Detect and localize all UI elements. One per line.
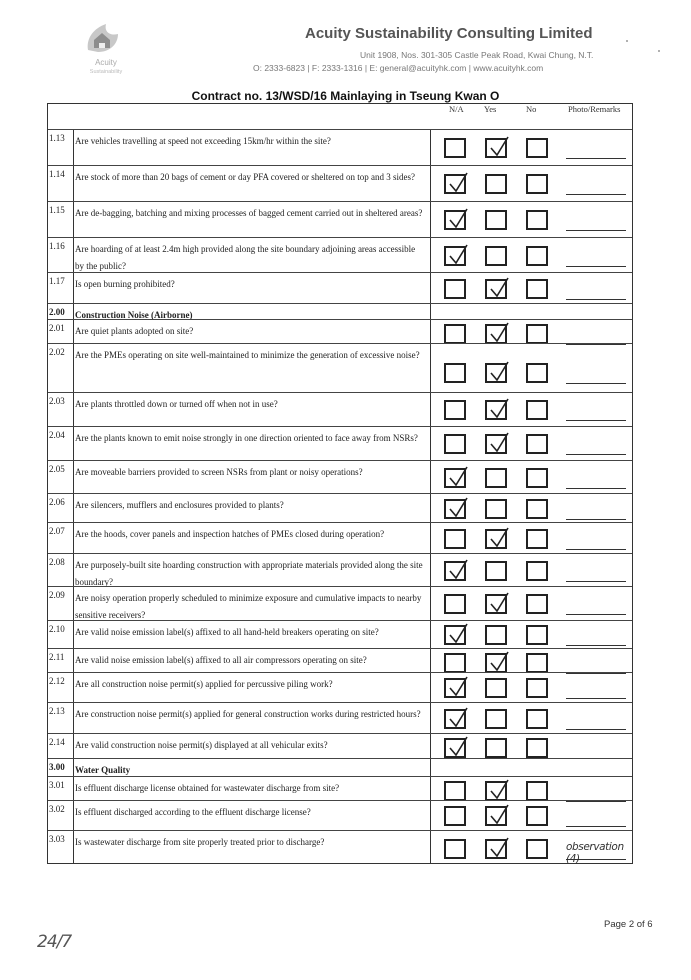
checkmark-icon [447,559,469,583]
item-number: 2.11 [49,652,65,662]
company-address: Unit 1908, Nos. 301-305 Castle Peak Road, Kwai Chung, N.T. [360,50,594,60]
remarks-line[interactable] [566,194,626,195]
item-question: Is effluent discharged according to the effluent discharge license? [75,807,311,817]
checklist-row [48,272,632,303]
checklist-row [48,237,632,272]
item-number: 3.02 [49,804,65,814]
checkbox-na[interactable] [444,174,466,194]
checkbox-na[interactable] [444,678,466,698]
remarks-line[interactable] [566,729,626,730]
checklist-row [48,493,632,522]
checkmark-icon [488,592,510,616]
checkbox-no[interactable] [526,738,548,758]
checkbox-yes[interactable] [485,738,507,758]
checkbox-yes[interactable] [485,529,507,549]
checkmark-icon [447,623,469,647]
remarks-line[interactable] [566,299,626,300]
checkbox-no[interactable] [526,594,548,614]
item-question: Are de-bagging, batching and mixing processes of bagged cement carried out in sheltered areas? [75,208,423,218]
checkbox-yes[interactable] [485,400,507,420]
checkbox-na[interactable] [444,561,466,581]
checklist-row [48,800,632,830]
item-number: 1.17 [49,276,65,286]
checkmark-icon [488,136,510,160]
checkmark-icon [488,277,510,301]
checklist-row [48,733,632,758]
col-header-na: N/A [449,104,464,114]
checkbox-yes[interactable] [485,499,507,519]
checkbox-yes[interactable] [485,653,507,673]
item-question: Are stock of more than 20 bags of cement or day PFA covered or sheltered on top and 3 sides? [75,172,415,182]
checkbox-no[interactable] [526,246,548,266]
remarks-line[interactable] [566,488,626,489]
remarks-line[interactable] [566,519,626,520]
handwritten-date: 24/7 [37,932,72,952]
checkbox-no[interactable] [526,529,548,549]
company-name: Acuity Sustainability Consulting Limited [305,25,593,42]
checklist-row [48,620,632,648]
item-number: 2.08 [49,557,65,567]
checkbox-na[interactable] [444,709,466,729]
checkmark-icon [447,466,469,490]
checklist-row [48,319,632,343]
checkbox-yes[interactable] [485,625,507,645]
checkbox-yes[interactable] [485,561,507,581]
col-header-yes: Yes [484,104,497,114]
checkmark-icon [447,736,469,760]
col-header-remarks: Photo/Remarks [568,104,621,114]
checkbox-no[interactable] [526,625,548,645]
item-number: 3.03 [49,834,65,844]
checklist-row [48,776,632,800]
item-number: 2.09 [49,590,65,600]
col-header-no: No [526,104,537,114]
checkbox-no[interactable] [526,561,548,581]
house-leaf-logo-icon [84,20,124,56]
checklist-row [48,522,632,553]
item-number: 1.13 [49,133,65,143]
checkmark-icon [447,676,469,700]
section-heading: Construction Noise (Airborne) [75,310,193,320]
item-number: 2.03 [49,396,65,406]
checkbox-no[interactable] [526,781,548,801]
checkmark-icon [488,398,510,422]
contract-title: Contract no. 13/WSD/16 Mainlaying in Tseung Kwan O [191,89,500,103]
item-question: Is effluent discharge license obtained for wastewater discharge from site? [75,783,340,793]
checkmark-icon [488,527,510,551]
checkbox-yes[interactable] [485,246,507,266]
item-number: 2.01 [49,323,65,333]
checkmark-icon [447,244,469,268]
checkbox-yes[interactable] [485,210,507,230]
item-question: Are silencers, mufflers and enclosures provided to plants? [75,500,284,510]
checkbox-na[interactable] [444,324,466,344]
section-row [48,303,632,319]
item-question: Are construction noise permit(s) applied for general construction works during restricted hours? [75,709,421,719]
checkbox-na[interactable] [444,529,466,549]
checkbox-no[interactable] [526,138,548,158]
checkbox-yes[interactable] [485,279,507,299]
checkbox-yes[interactable] [485,434,507,454]
checkbox-na[interactable] [444,839,466,859]
checkbox-no[interactable] [526,499,548,519]
item-number: 2.13 [49,706,65,716]
item-number: 3.00 [49,762,65,772]
checkmark-icon [488,432,510,456]
remarks-line[interactable] [566,454,626,455]
item-number: 1.16 [49,241,65,251]
item-question: Are vehicles travelling at speed not exceeding 15km/hr within the site? [75,136,331,146]
item-question: Are noisy operation properly scheduled to minimize exposure and cumulative impacts to nearby sensitive receivers? [75,593,422,620]
item-number: 3.01 [49,780,65,790]
checkbox-yes[interactable] [485,468,507,488]
checkbox-na[interactable] [444,781,466,801]
checkbox-no[interactable] [526,839,548,859]
logo-subtext: Sustainability [89,69,123,75]
checklist-row [48,392,632,426]
checkbox-na[interactable] [444,363,466,383]
item-number: 2.00 [49,307,65,317]
item-number: 2.14 [49,737,65,747]
checkbox-na[interactable] [444,246,466,266]
item-question: Are hoarding of at least 2.4m high provided along the site boundary adjoining areas accessible by the public? [75,244,416,271]
checklist-row [48,648,632,672]
checkbox-na[interactable] [444,138,466,158]
checkbox-na[interactable] [444,653,466,673]
remarks-line[interactable] [566,826,626,827]
checklist-row [48,460,632,493]
checkmark-icon [447,172,469,196]
item-number: 2.05 [49,464,65,474]
item-question: Are plants throttled down or turned off when not in use? [75,399,278,409]
checkmark-icon [447,497,469,521]
checklist-row [48,201,632,237]
item-question: Are valid noise emission label(s) affixed to all hand-held breakers operating on site? [75,627,379,637]
remarks-line[interactable] [566,158,626,159]
checkmark-icon [488,361,510,385]
checkmark-icon [488,804,510,828]
checkbox-no[interactable] [526,174,548,194]
checkbox-no[interactable] [526,210,548,230]
checklist-row [48,426,632,460]
checkmark-icon [488,837,510,861]
checkbox-yes[interactable] [485,363,507,383]
section-row [48,758,632,776]
item-number: 2.07 [49,526,65,536]
checkbox-no[interactable] [526,806,548,826]
checkbox-na[interactable] [444,738,466,758]
remarks-line[interactable] [566,581,626,582]
item-question: Is open burning prohibited? [75,279,175,289]
item-number: 1.14 [49,169,65,179]
item-number: 2.06 [49,497,65,507]
item-number: 2.02 [49,347,65,357]
checkbox-yes[interactable] [485,138,507,158]
checklist-row [48,702,632,733]
logo-text: Acuity [95,58,117,67]
checkbox-no[interactable] [526,279,548,299]
item-number: 2.12 [49,676,65,686]
remarks-line[interactable] [566,614,626,615]
handwritten-remark: observation (4) [566,841,624,865]
item-number: 2.10 [49,624,65,634]
checkbox-no[interactable] [526,434,548,454]
checklist-row [48,586,632,620]
company-contacts: O: 2333-6823 | F: 2333-1316 | E: general@acuityhk.com | www.acuityhk.com [253,63,544,73]
page-number: Page 2 of 6 [604,919,653,930]
remarks-line[interactable] [566,383,626,384]
checkbox-no[interactable] [526,468,548,488]
checkbox-yes[interactable] [485,678,507,698]
checkbox-yes[interactable] [485,806,507,826]
item-question: Are purposely-built site hoarding construction with appropriate materials provided along the site boundary? [75,560,423,587]
item-question: Are valid construction noise permit(s) displayed at all vehicular exits? [75,740,328,750]
checkbox-no[interactable] [526,363,548,383]
checklist-row [48,553,632,586]
checkbox-na[interactable] [444,434,466,454]
item-question: Are valid noise emission label(s) affixed to all air compressors operating on site? [75,655,367,665]
checkbox-no[interactable] [526,653,548,673]
checklist-row [48,343,632,392]
item-question: Are quiet plants adopted on site? [75,326,194,336]
checkbox-yes[interactable] [485,324,507,344]
checklist-row [48,165,632,201]
checkbox-na[interactable] [444,625,466,645]
remarks-line[interactable] [566,420,626,421]
remarks-line[interactable] [566,698,626,699]
checkbox-na[interactable] [444,279,466,299]
checkmark-icon [447,208,469,232]
scan-specks [624,38,664,58]
remarks-line[interactable] [566,645,626,646]
checklist-row [48,672,632,702]
remarks-line[interactable] [566,266,626,267]
checkmark-icon [447,707,469,731]
checkbox-na[interactable] [444,594,466,614]
checkbox-yes[interactable] [485,709,507,729]
checkbox-yes[interactable] [485,594,507,614]
item-question: Are the PMEs operating on site well-maintained to minimize the generation of excessive noise? [75,350,420,360]
checkbox-na[interactable] [444,400,466,420]
remarks-line[interactable] [566,230,626,231]
checkbox-no[interactable] [526,324,548,344]
item-question: Are the plants known to emit noise strongly in one direction oriented to face away from NSRs? [75,433,418,443]
checkbox-na[interactable] [444,499,466,519]
checkbox-no[interactable] [526,709,548,729]
checkbox-yes[interactable] [485,174,507,194]
item-question: Are moveable barriers provided to screen NSRs from plant or noisy operations? [75,467,363,477]
checkbox-yes[interactable] [485,839,507,859]
checkbox-no[interactable] [526,678,548,698]
checkbox-na[interactable] [444,806,466,826]
item-question: Are all construction noise permit(s) applied for percussive piling work? [75,679,333,689]
checkbox-na[interactable] [444,210,466,230]
section-heading: Water Quality [75,765,131,775]
item-number: 2.04 [49,430,65,440]
item-number: 1.15 [49,205,65,215]
remarks-line[interactable] [566,549,626,550]
checklist-table [47,103,633,864]
checkbox-na[interactable] [444,468,466,488]
item-question: Are the hoods, cover panels and inspection hatches of PMEs closed during operation? [75,529,385,539]
checklist-row [48,129,632,165]
checkbox-yes[interactable] [485,781,507,801]
company-logo [74,20,138,82]
checkbox-no[interactable] [526,400,548,420]
checklist-row [48,830,632,865]
item-question: Is wastewater discharge from site properly treated prior to discharge? [75,837,325,847]
